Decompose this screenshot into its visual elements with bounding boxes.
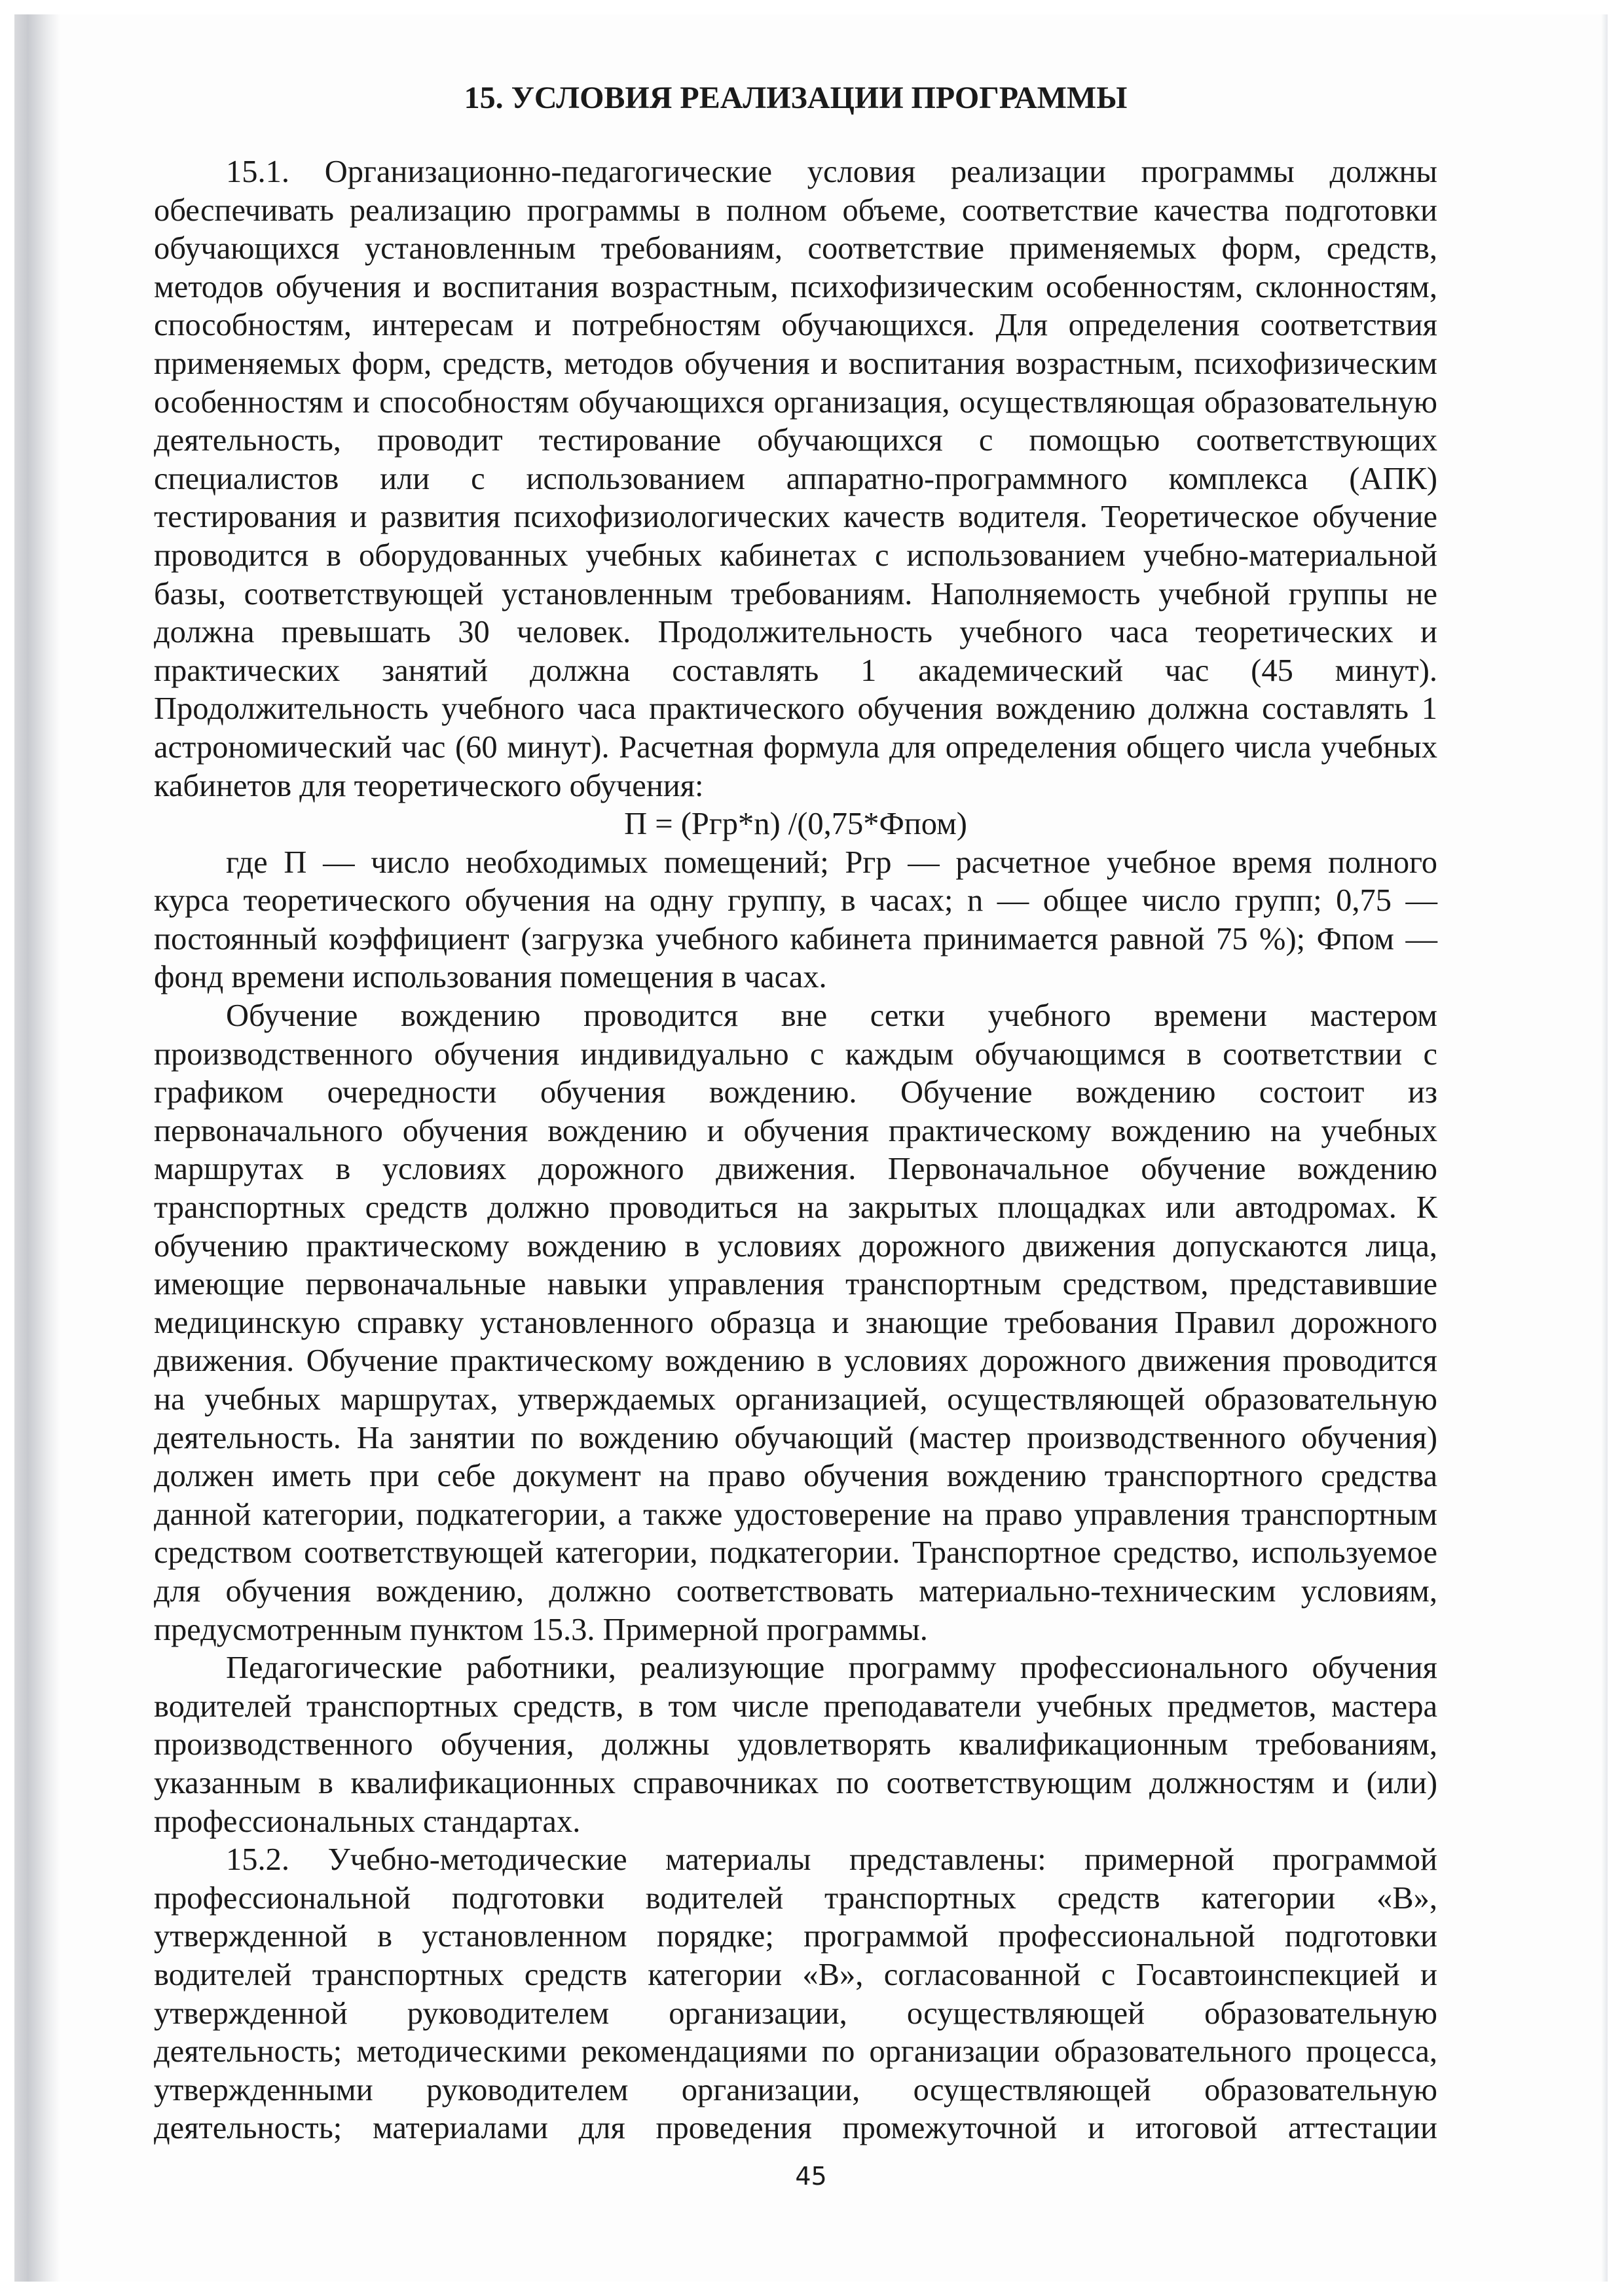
text-line: 15.1. Организационно-педагогические условия реализации программы должны	[226, 155, 1437, 189]
text-line: обучению практическому вождению в условиях дорожного движения допускаются лица,	[154, 1228, 1437, 1264]
text-line: обучающихся установленным требованиям, соответствие применяемых форм, средств,	[154, 231, 1437, 266]
text-line: 15.2. Учебно-методические материалы представлены: примерной программой	[226, 1842, 1437, 1878]
paragraph-teachers	[154, 1649, 1437, 1841]
text-line: данной категории, подкатегории, а также удостоверение на право управления транспортным	[154, 1497, 1437, 1532]
page-number: 45	[795, 2162, 827, 2191]
text-line: утвержденной в установленном порядке; программой профессиональной подготовки	[154, 1919, 1437, 1954]
text-line: обеспечивать реализацию программы в полном объеме, соответствие качества подготовки	[154, 192, 1437, 228]
text-line: на учебных маршрутах, утверждаемых организацией, осуществляющей образовательную	[154, 1382, 1437, 1417]
text-line: проводится в оборудованных учебных кабинетах с использованием учебно-материальной	[154, 538, 1437, 573]
text-line: кабинетов для теоретического обучения:	[154, 768, 704, 803]
text-line: Продолжительность учебного часа практического обучения вождению должна составлять 1	[154, 691, 1437, 727]
text-line: практических занятий должна составлять 1 академический час (45 минут).	[154, 653, 1437, 688]
text-line: специалистов или с использованием аппаратно-программного комплекса (АПК)	[154, 461, 1437, 496]
text-line: водителей транспортных средств категории «В», согласованной с Госавтоинспекцией и	[154, 1957, 1437, 1992]
text-line: производственного обучения, должны удовлетворять квалификационным требованиям,	[154, 1727, 1437, 1762]
text-line: первоначального обучения вождению и обучения практическому вождению на учебных	[154, 1113, 1437, 1148]
text-line: способностям, интересам и потребностям обучающихся. Для определения соответствия	[154, 308, 1437, 343]
paragraph-15-2	[154, 1841, 1437, 2148]
formula-line: П = (Ргр*n) /(0,75*Фпом)	[624, 807, 967, 842]
page-edge	[1601, 14, 1608, 2282]
text-line: деятельность. На занятии по вождению обучающий (мастер производственного обучения)	[154, 1420, 1437, 1455]
scanned-page	[14, 14, 1608, 2282]
text-line: особенностям и способностям обучающихся организация, осуществляющая образовательную	[154, 384, 1437, 420]
text-line: Обучение вождению проводится вне сетки учебного времени мастером	[226, 998, 1437, 1034]
body-text	[154, 153, 1437, 2148]
text-line: движения. Обучение практическому вождению в условиях дорожного движения проводится	[154, 1343, 1437, 1379]
text-line: постоянный коэффициент (загрузка учебного кабинета принимается равной 75 %); Фпом —	[154, 921, 1437, 957]
text-line: деятельность; методическими рекомендациями по организации образовательного процесса,	[154, 2034, 1437, 2069]
text-line: медицинскую справку установленного образца и знающие требования Правил дорожного	[154, 1305, 1437, 1340]
text-line: утвержденной руководителем организации, осуществляющей образовательную	[154, 1995, 1437, 2031]
text-line: для обучения вождению, должно соответствовать материально-техническим условиям,	[154, 1573, 1437, 1609]
text-line: производственного обучения индивидуально с каждым обучающимся в соответствии с	[154, 1036, 1437, 1072]
text-line: указанным в квалификационных справочниках по соответствующим должностям и (или)	[154, 1765, 1437, 1800]
text-line: деятельность; материалами для проведения промежуточной и итоговой аттестации	[154, 2111, 1437, 2146]
text-line: должна превышать 30 человек. Продолжительность учебного часа теоретических и	[154, 615, 1437, 650]
text-line: маршрутах в условиях дорожного движения. Первоначальное обучение вождению	[154, 1152, 1437, 1187]
formula	[154, 805, 1437, 844]
text-line: методов обучения и воспитания возрастным, психофизическим особенностям, склонностям,	[154, 269, 1437, 304]
text-line: утвержденными руководителем организации, осуществляющей образовательную	[154, 2072, 1437, 2107]
text-line: фонд времени использования помещения в часах.	[154, 960, 827, 995]
text-line: Педагогические работники, реализующие программу профессионального обучения	[226, 1650, 1437, 1686]
text-line: профессиональной подготовки водителей транспортных средств категории «В»,	[154, 1880, 1437, 1916]
text-line: деятельность, проводит тестирование обучающихся с помощью соответствующих	[154, 423, 1437, 458]
text-line: должен иметь при себе документ на право обучения вождению транспортного средства	[154, 1459, 1437, 1494]
text-line: предусмотренным пунктом 15.3. Примерной программы.	[154, 1612, 928, 1647]
paragraph-formula-legend	[154, 844, 1437, 997]
text-line: средством соответствующей категории, подкатегории. Транспортное средство, используемое	[154, 1535, 1437, 1571]
text-line: профессиональных стандартах.	[154, 1804, 581, 1839]
paragraph-15-1	[154, 153, 1437, 805]
binding-shadow	[14, 14, 60, 2282]
text-line: где П — число необходимых помещений; Ргр — расчетное учебное время полного	[226, 845, 1437, 880]
text-line: курса теоретического обучения на одну группу, в часах; n — общее число групп; 0,75 —	[154, 883, 1437, 919]
paragraph-driving	[154, 997, 1437, 1649]
text-line: применяемых форм, средств, методов обучения и воспитания возрастным, психофизическим	[154, 346, 1437, 381]
text-line: тестирования и развития психофизиологических качеств водителя. Теоретическое обучение	[154, 500, 1437, 535]
section-title: 15. УСЛОВИЯ РЕАЛИЗАЦИИ ПРОГРАММЫ	[464, 81, 1128, 115]
text-line: графиком очередности обучения вождению. Обучение вождению состоит из	[154, 1075, 1437, 1110]
text-line: базы, соответствующей установленным требованиям. Наполняемость учебной группы не	[154, 576, 1437, 611]
text-line: водителей транспортных средств, в том числе преподаватели учебных предметов, мастера	[154, 1688, 1437, 1724]
text-line: имеющие первоначальные навыки управления транспортным средством, представившие	[154, 1267, 1437, 1302]
text-line: астрономический час (60 минут). Расчетная формула для определения общего числа учебных	[154, 729, 1437, 765]
text-line: транспортных средств должно проводиться на закрытых площадках или автодромах. К	[154, 1190, 1437, 1226]
